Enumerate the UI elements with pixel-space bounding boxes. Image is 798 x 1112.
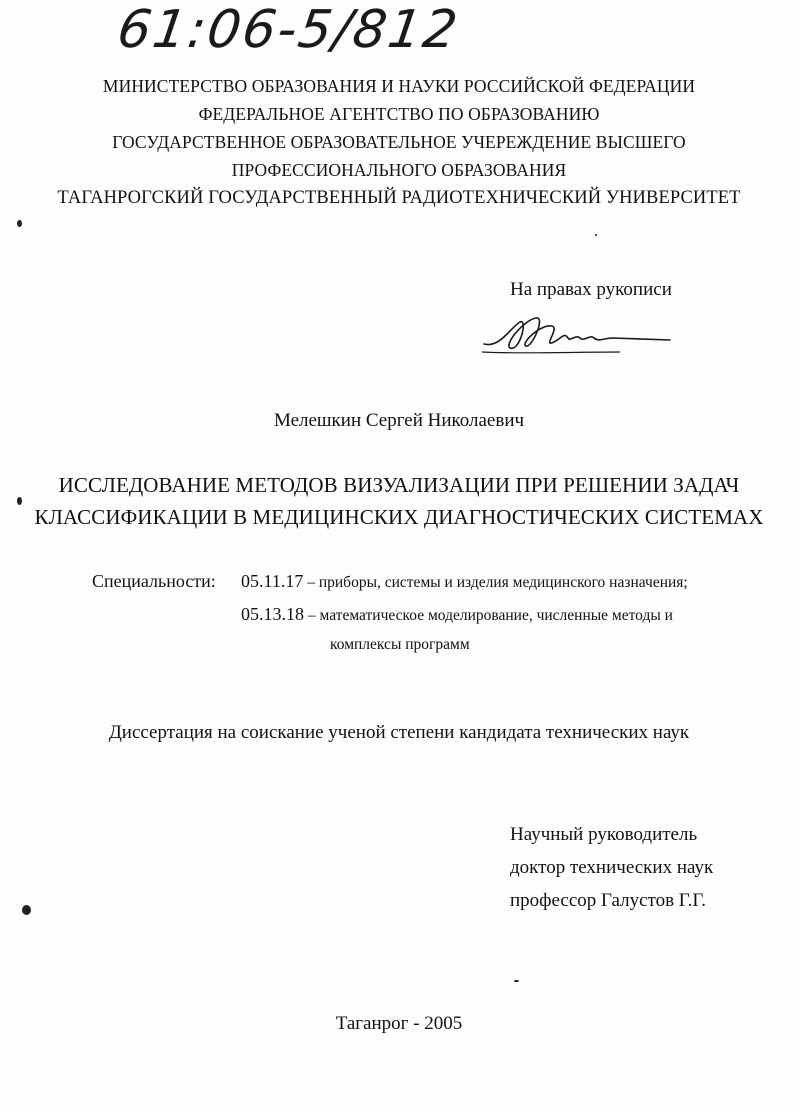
scan-speck: [22, 905, 31, 915]
scan-speck: [17, 497, 22, 505]
specialty-item: [241, 604, 673, 625]
manuscript-rights-note: На правах рукописи: [510, 279, 672, 300]
header-education-level: ПРОФЕССИОНАЛЬНОГО ОБРАЗОВАНИЯ: [231, 160, 567, 180]
specialty-dash: –: [303, 574, 319, 591]
scan-speck: [514, 980, 519, 982]
header-institution-type: ГОСУДАРСТВЕННОЕ ОБРАЗОВАТЕЛЬНОЕ УЧЕРЕЖДЕНИЕ ВЫСШЕГО: [112, 132, 686, 152]
institution-header: [0, 72, 798, 212]
supervisor-block: [510, 818, 713, 917]
title-line-2: КЛАССИФИКАЦИИ В МЕДИЦИНСКИХ ДИАГНОСТИЧЕСКИХ СИСТЕМАХ: [34, 505, 764, 529]
specialty-dash: –: [304, 607, 320, 624]
dissertation-title: [0, 469, 798, 533]
handwritten-archive-number: 61:06-5/812: [113, 0, 463, 60]
specialty-item: [241, 571, 688, 592]
specialty-text-continuation: комплексы программ: [330, 636, 470, 653]
header-agency: ФЕДЕРАЛЬНОЕ АГЕНТСТВО ПО ОБРАЗОВАНИЮ: [198, 104, 600, 124]
scan-speck: [17, 220, 22, 227]
specialty-code: 05.11.17: [241, 571, 304, 591]
degree-statement: Диссертация на соискание ученой степени кандидата технических наук: [108, 722, 690, 743]
scan-speck: [595, 234, 597, 236]
specialty-text: приборы, системы и изделия медицинского назначения;: [318, 574, 688, 591]
city-year: Таганрог - 2005: [335, 1013, 463, 1034]
header-university: ТАГАНРОГСКИЙ ГОСУДАРСТВЕННЫЙ РАДИОТЕХНИЧЕСКИЙ УНИВЕРСИТЕТ: [57, 188, 741, 208]
title-line-1: ИССЛЕДОВАНИЕ МЕТОДОВ ВИЗУАЛИЗАЦИИ ПРИ РЕШЕНИИ ЗАДАЧ: [58, 473, 740, 497]
supervisor-role: Научный руководитель: [510, 824, 698, 845]
specialty-text: математическое моделирование, численные методы и: [319, 607, 673, 624]
supervisor-name: профессор Галустов Г.Г.: [510, 890, 706, 911]
author-name: Мелешкин Сергей Николаевич: [273, 410, 525, 431]
specialty-code: 05.13.18: [241, 604, 304, 624]
specialties-label: Специальности:: [92, 571, 216, 591]
signature-image: [480, 308, 675, 360]
header-ministry: МИНИСТЕРСТВО ОБРАЗОВАНИЯ И НАУКИ РОССИЙСКОЙ ФЕДЕРАЦИИ: [102, 76, 696, 96]
supervisor-degree: доктор технических наук: [510, 857, 714, 878]
